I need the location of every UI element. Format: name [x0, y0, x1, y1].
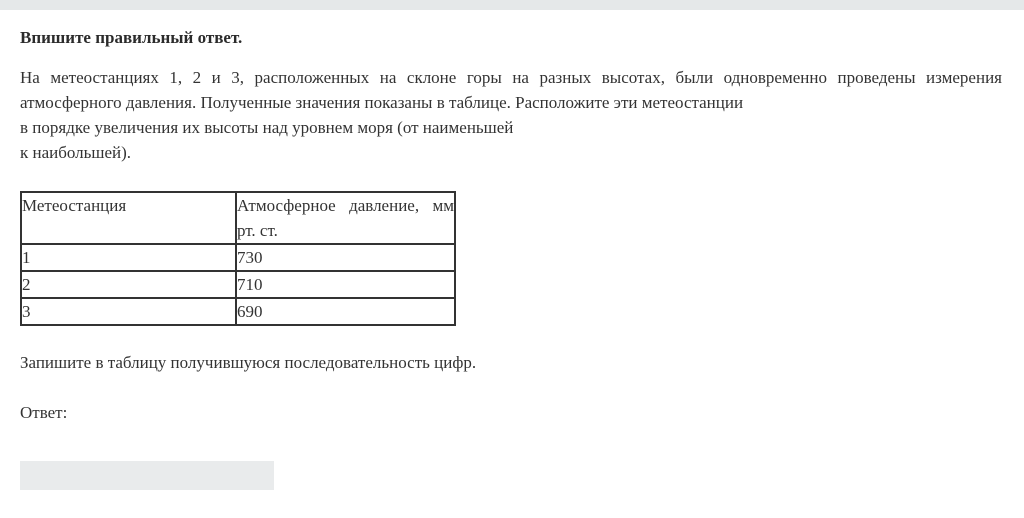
table-header-pressure [236, 192, 455, 244]
table-header-pressure-label: Атмосферное давление, мм рт. ст. [237, 196, 454, 240]
table-row [21, 244, 455, 271]
task-instruction: Впишите правильный ответ. [20, 28, 243, 47]
top-bar [0, 0, 1024, 10]
question-line: На метеостанциях 1, 2 и 3, расположенных на склоне горы на разных высотах, были одновременно проведены измерения [20, 68, 1002, 87]
table-row [21, 271, 455, 298]
table-cell-station: 3 [21, 298, 236, 325]
answer-instruction: Запишите в таблицу получившуюся последовательность цифр. [20, 353, 477, 372]
question-line: в порядке увеличения их высоты над уровнем моря (от наименьшей [20, 118, 514, 137]
pressure-table [20, 191, 456, 326]
table-cell-station: 1 [21, 244, 236, 271]
answer-input[interactable] [20, 461, 274, 490]
table-cell-pressure: 710 [236, 271, 455, 298]
answer-label: Ответ: [20, 403, 68, 422]
table-cell-pressure: 730 [236, 244, 455, 271]
table-row [21, 298, 455, 325]
question-line: к наибольшей). [20, 143, 132, 162]
table-cell-pressure: 690 [236, 298, 455, 325]
question-line: атмосферного давления. Полученные значения показаны в таблице. Расположите эти метеостанции [20, 93, 744, 112]
table-header-station: Метеостанция [21, 192, 236, 244]
question-text [20, 65, 1002, 165]
table-cell-station: 2 [21, 271, 236, 298]
task-content [20, 26, 1002, 425]
table-header-row [21, 192, 455, 244]
